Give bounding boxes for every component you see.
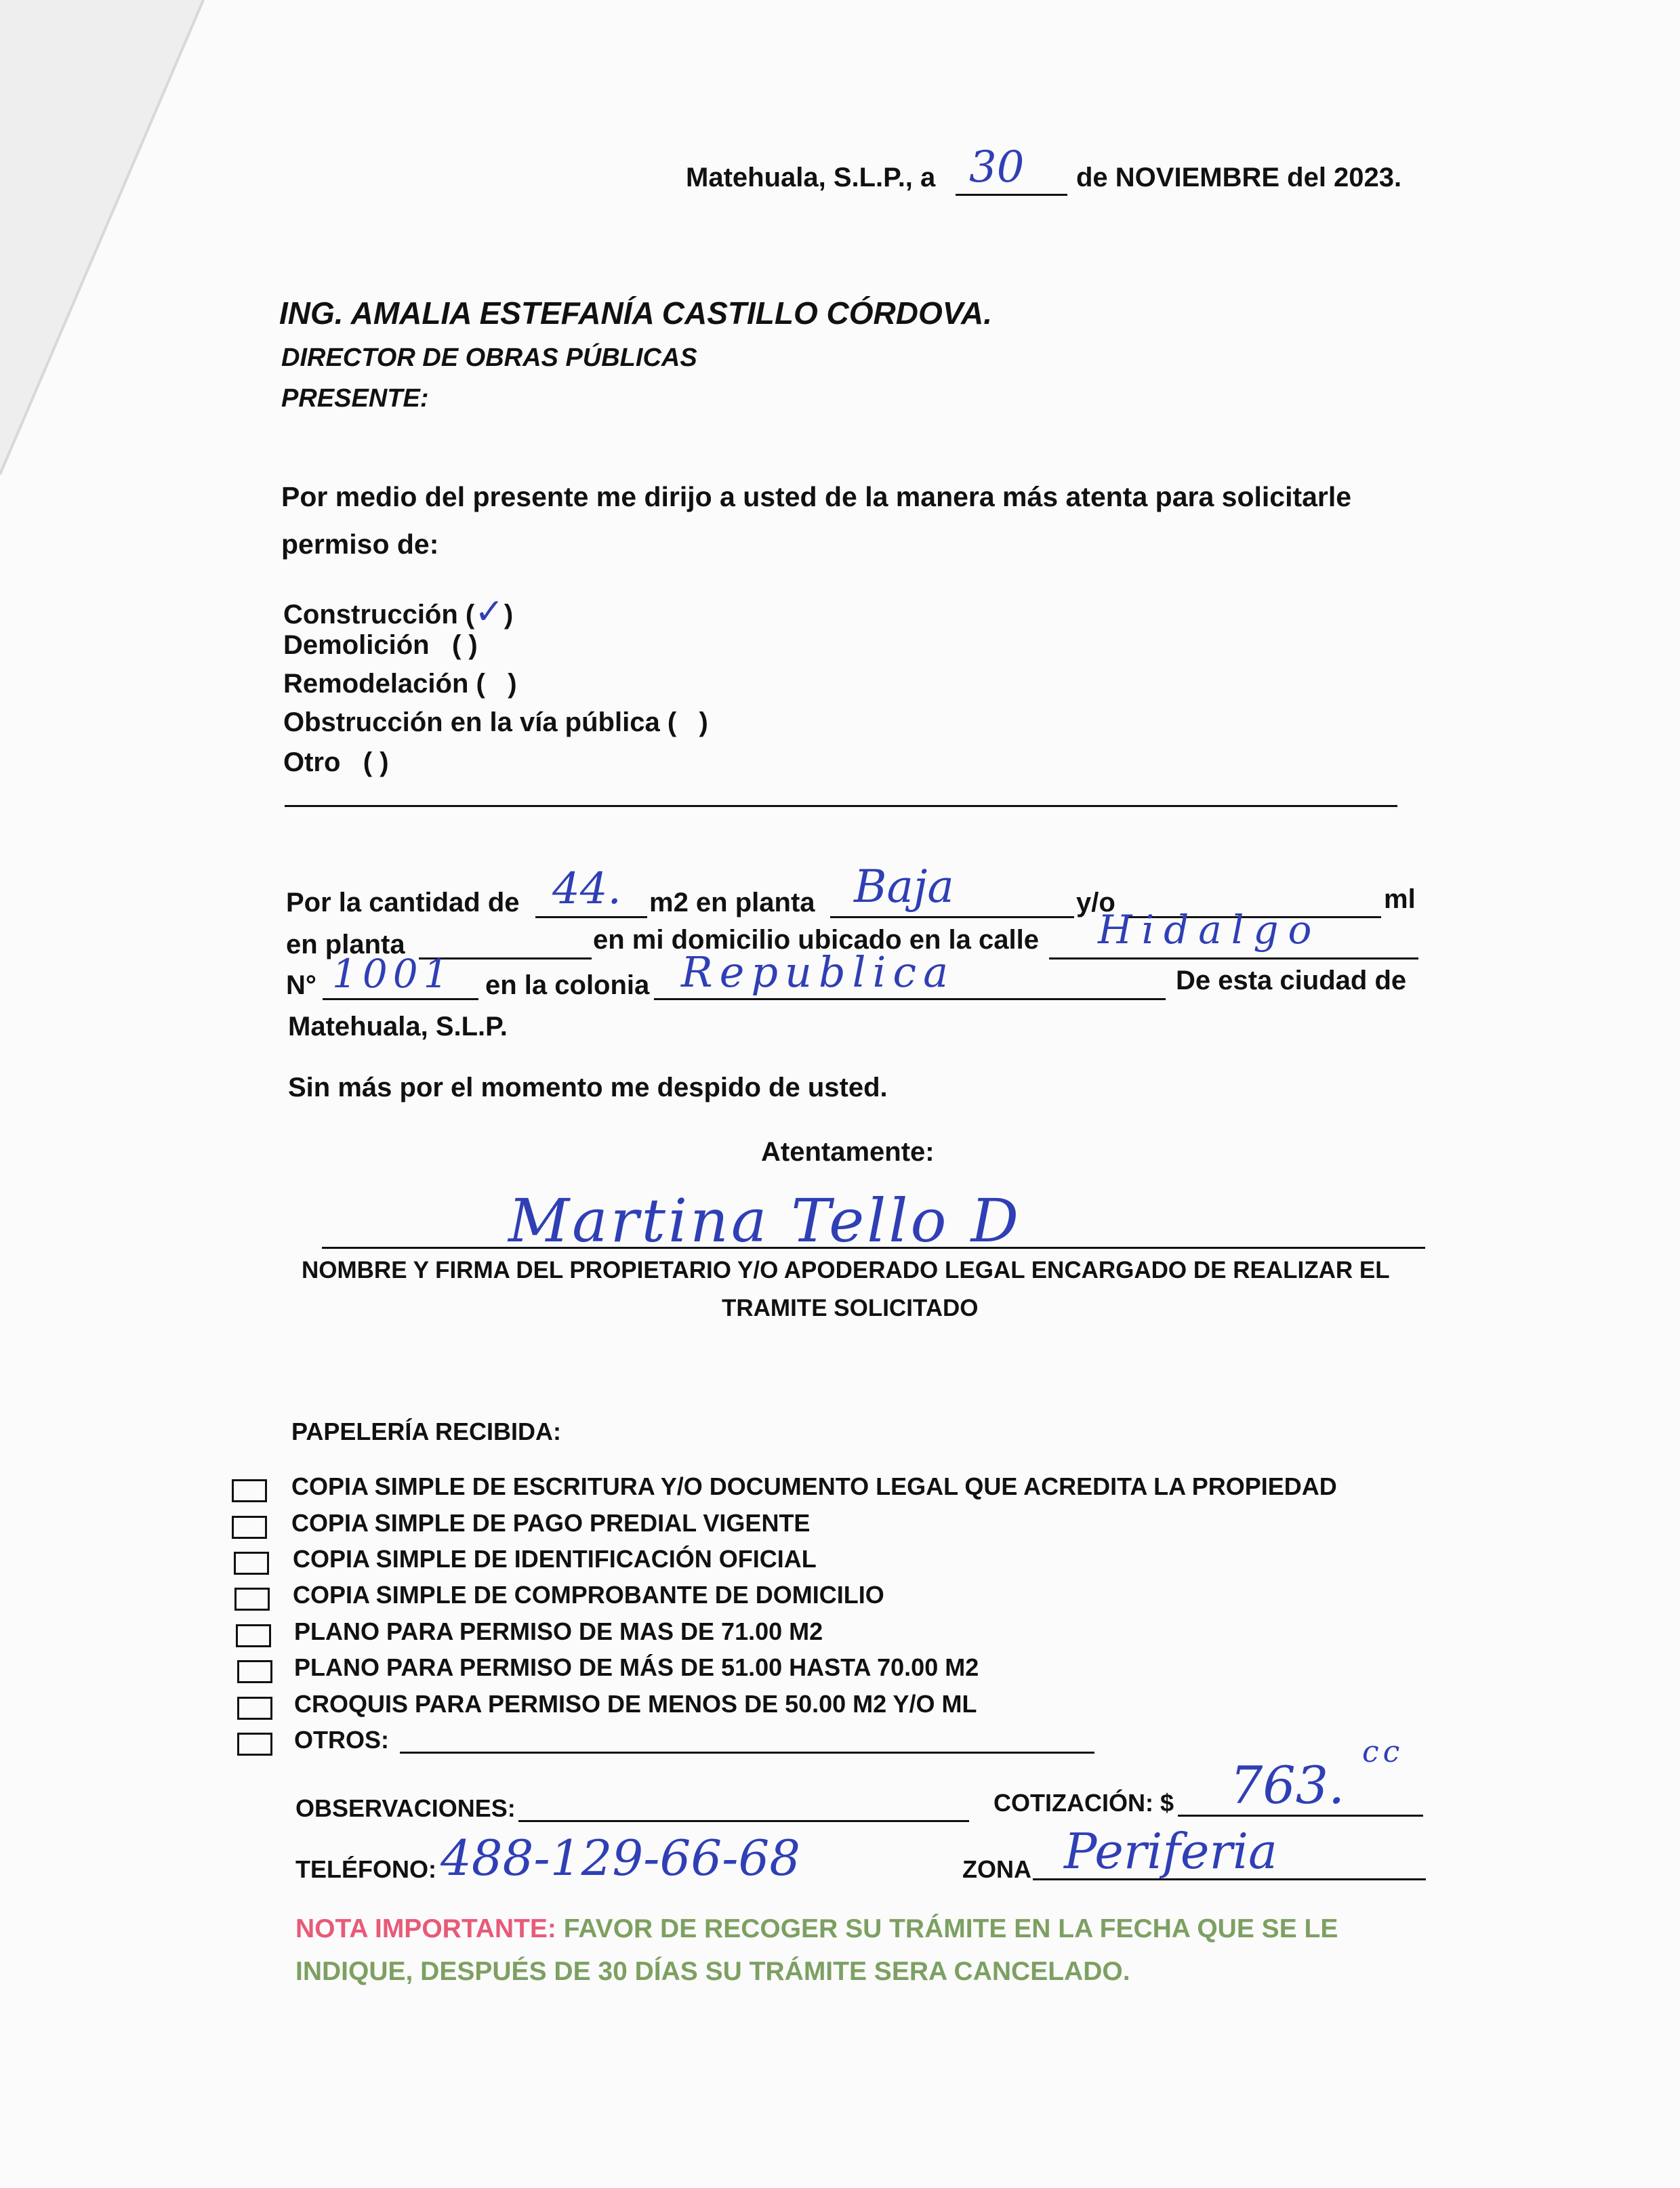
- papeleria-item-8: OTROS:: [294, 1726, 389, 1754]
- date-suffix: de NOVIEMBRE del 2023.: [1076, 163, 1402, 192]
- permit-remodelacion-close: ): [508, 669, 517, 699]
- otro-line: [285, 805, 1397, 807]
- signature-caption-1: NOMBRE Y FIRMA DEL PROPIETARIO Y/O APODERADO LEGAL ENCARGADO DE REALIZAR EL: [302, 1257, 1390, 1283]
- permit-construccion[interactable]: [283, 592, 513, 632]
- permit-obstruccion-label: Obstrucción en la vía pública (: [283, 707, 677, 737]
- cotizacion-cents: cc: [1362, 1735, 1404, 1769]
- farewell-text: Sin más por el momento me despido de usted.: [288, 1073, 888, 1102]
- papeleria-item-4: COPIA SIMPLE DE COMPROBANTE DE DOMICILIO: [293, 1581, 884, 1609]
- checkbox-predial[interactable]: [232, 1516, 267, 1539]
- checkbox-otros[interactable]: [237, 1733, 272, 1756]
- qty-value: 44.: [552, 864, 621, 914]
- permit-remodelacion-label: Remodelación (: [283, 669, 485, 699]
- cotizacion-value: 763.: [1230, 1755, 1345, 1815]
- checkbox-comprobante[interactable]: [234, 1588, 270, 1611]
- papeleria-item-3: COPIA SIMPLE DE IDENTIFICACIÓN OFICIAL: [293, 1545, 817, 1573]
- intro-line-1: Por medio del presente me dirijo a usted de la manera más atenta para solicitarle: [281, 481, 1352, 512]
- permit-demolicion-box: ( ): [451, 630, 478, 660]
- papeleria-heading: PAPELERÍA RECIBIDA:: [291, 1418, 562, 1445]
- zona-label: ZONA: [962, 1855, 1031, 1883]
- permit-construccion-label: Construcción (: [283, 600, 475, 629]
- colonia-line: [654, 998, 1166, 1000]
- date-day-line: [956, 194, 1067, 196]
- qty-prefix: Por la cantidad de: [286, 888, 520, 917]
- observaciones-line: [518, 1820, 969, 1822]
- permit-otro-box: ( ): [363, 747, 389, 777]
- papeleria-item-1: COPIA SIMPLE DE ESCRITURA Y/O DOCUMENTO LEGAL QUE ACREDITA LA PROPIEDAD: [291, 1472, 1337, 1500]
- nota-line-1: [295, 1914, 1338, 1944]
- permit-otro[interactable]: [283, 747, 389, 778]
- date-day-value: 30: [969, 142, 1025, 192]
- colonia-label: en la colonia: [485, 970, 650, 1000]
- permit-remodelacion[interactable]: [283, 669, 517, 699]
- checkbox-escritura[interactable]: [232, 1479, 267, 1502]
- qty-unit-planta: m2 en planta: [649, 888, 815, 917]
- planta-value: Baja: [854, 861, 954, 913]
- permit-construccion-close: ): [504, 600, 514, 629]
- papeleria-item-6: PLANO PARA PERMISO DE MÁS DE 51.00 HASTA 70.00 M2: [294, 1653, 979, 1681]
- numero-line: [323, 998, 478, 1000]
- nota-text-1: FAVOR DE RECOGER SU TRÁMITE EN LA FECHA QUE SE LE: [556, 1914, 1338, 1943]
- domicilio-label: en mi domicilio ubicado en la calle: [593, 925, 1039, 955]
- date-prefix: Matehuala, S.L.P., a: [686, 163, 936, 192]
- permit-demolicion[interactable]: [283, 630, 478, 661]
- checkbox-croquis[interactable]: [237, 1697, 272, 1720]
- en-planta-label: en planta: [286, 930, 405, 959]
- telefono-value: 488-129-66-68: [441, 1830, 801, 1886]
- colonia-value: Republica: [681, 947, 956, 997]
- checkbox-plano-51-70[interactable]: [237, 1660, 272, 1683]
- telefono-label: TELÉFONO:: [295, 1855, 436, 1883]
- check-mark-icon: ✓: [474, 592, 504, 632]
- recipient-name: ING. AMALIA ESTEFANÍA CASTILLO CÓRDOVA.: [279, 295, 993, 331]
- planta-line: [830, 916, 1074, 918]
- calle-line: [1049, 957, 1418, 959]
- ciudad-value: Matehuala, S.L.P.: [288, 1012, 508, 1041]
- calle-value: Hidalgo: [1098, 907, 1322, 953]
- numero-label: N°: [286, 970, 316, 1000]
- observaciones-label: OBSERVACIONES:: [295, 1794, 516, 1822]
- ciudad-label: De esta ciudad de: [1176, 966, 1407, 995]
- permit-obstruccion[interactable]: [283, 707, 708, 738]
- papeleria-item-5: PLANO PARA PERMISO DE MAS DE 71.00 M2: [294, 1617, 823, 1645]
- checkbox-plano-71[interactable]: [236, 1624, 271, 1647]
- otros-line: [400, 1752, 1094, 1754]
- papeleria-item-2: COPIA SIMPLE DE PAGO PREDIAL VIGENTE: [291, 1509, 811, 1537]
- qty-line: [535, 916, 647, 918]
- nota-label: NOTA IMPORTANTE:: [295, 1914, 556, 1943]
- checkbox-identificacion[interactable]: [234, 1552, 269, 1575]
- cotizacion-label: COTIZACIÓN: $: [993, 1789, 1174, 1817]
- nota-line-2: INDIQUE, DESPUÉS DE 30 DÍAS SU TRÁMITE SERA CANCELADO.: [295, 1957, 1130, 1986]
- ml-label: ml: [1384, 884, 1416, 914]
- signature-caption-2: TRAMITE SOLICITADO: [722, 1295, 979, 1321]
- yo-label: y/o: [1076, 888, 1115, 917]
- numero-value: 1001: [332, 951, 454, 997]
- intro-line-2: permiso de:: [281, 529, 439, 560]
- recipient-title: DIRECTOR DE OBRAS PÚBLICAS: [281, 344, 697, 372]
- permit-otro-label: Otro: [283, 747, 341, 777]
- zona-value: Periferia: [1064, 1823, 1277, 1880]
- permit-obstruccion-close: ): [699, 707, 708, 737]
- papeleria-item-7: CROQUIS PARA PERMISO DE MENOS DE 50.00 M2 Y/O ML: [294, 1690, 977, 1718]
- attentively-text: Atentamente:: [761, 1137, 935, 1167]
- recipient-salutation: PRESENTE:: [281, 384, 429, 413]
- permit-demolicion-label: Demolición: [283, 630, 430, 660]
- signature: Martina Tello D: [508, 1186, 1021, 1256]
